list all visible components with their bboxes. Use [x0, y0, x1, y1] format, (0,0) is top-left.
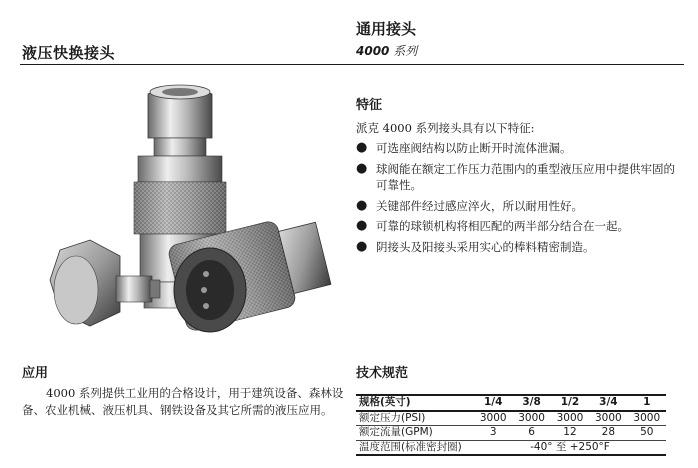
table-row	[356, 426, 666, 441]
section-title: 通用接头	[356, 20, 417, 38]
value-cell: 28	[601, 426, 616, 438]
size-cell: 1/4	[483, 396, 503, 408]
feature-item: ● 阴接头及阳接头采用实心的棒料精密制造。	[356, 238, 595, 254]
series-suffix: 系列	[389, 44, 418, 58]
row-label: 额定压力(PSI)	[359, 411, 426, 424]
bullet-icon: ●	[356, 160, 368, 176]
series-label	[356, 42, 417, 59]
size-cell: 1	[643, 396, 651, 408]
table-row	[356, 440, 666, 455]
row-label: 温度范围(标准密封圈)	[359, 440, 462, 453]
feature-item: ● 关键部件经过感应淬火，所以耐用性好。	[356, 197, 583, 213]
value-cell: 3000	[556, 411, 584, 424]
series-number: 4000	[356, 44, 390, 58]
value-cell: 3000	[633, 411, 661, 424]
features-heading: 特征	[356, 98, 383, 113]
bullet-icon: ●	[356, 218, 368, 233]
temp-range-cell: -40° 至 +250°F	[530, 440, 610, 453]
specs-table	[356, 394, 666, 456]
coupling-photo	[20, 80, 340, 350]
application-heading: 应用	[22, 366, 49, 381]
value-cell: 3000	[595, 411, 622, 424]
bullet-icon: ●	[356, 140, 368, 155]
bullet-icon: ●	[356, 238, 368, 254]
header-divider	[20, 64, 684, 65]
value-cell: 3	[489, 426, 497, 438]
size-cell: 1/2	[560, 396, 580, 408]
features-list	[356, 140, 676, 259]
bullet-icon: ●	[356, 197, 368, 213]
value-cell: 12	[563, 426, 577, 438]
size-cell: 3/8	[522, 396, 541, 408]
application-text: 4000 系列提供工业用的合格设计，用于建筑设备、森林设备、农业机械、液压机具、钢铁设备及其它所需的液压应用。	[22, 386, 344, 417]
size-cell: 3/4	[599, 396, 618, 408]
features-intro: 派克 4000 系列接头具有以下特征:	[356, 121, 535, 135]
value-cell: 6	[528, 426, 535, 438]
value-cell: 3000	[518, 411, 545, 424]
page-title: 液压快换接头	[22, 44, 116, 62]
value-cell: 3000	[479, 411, 507, 424]
value-cell: 50	[640, 426, 654, 438]
feature-item: ● 球阀能在额定工作压力范围内的重型液压应用中提供牢固的可靠性。	[356, 160, 675, 192]
feature-item: ● 可靠的球锁机构将相匹配的两半部分结合在一起。	[356, 218, 629, 233]
specs-header-label: 规格(英寸)	[359, 396, 411, 408]
table-row	[356, 411, 666, 426]
specs-heading: 技术规范	[356, 366, 409, 381]
feature-item: ● 可选座阀结构以防止断开时流体泄漏。	[356, 140, 572, 155]
row-label: 额定流量(GPM)	[359, 426, 433, 438]
specs-header-row	[356, 395, 666, 411]
